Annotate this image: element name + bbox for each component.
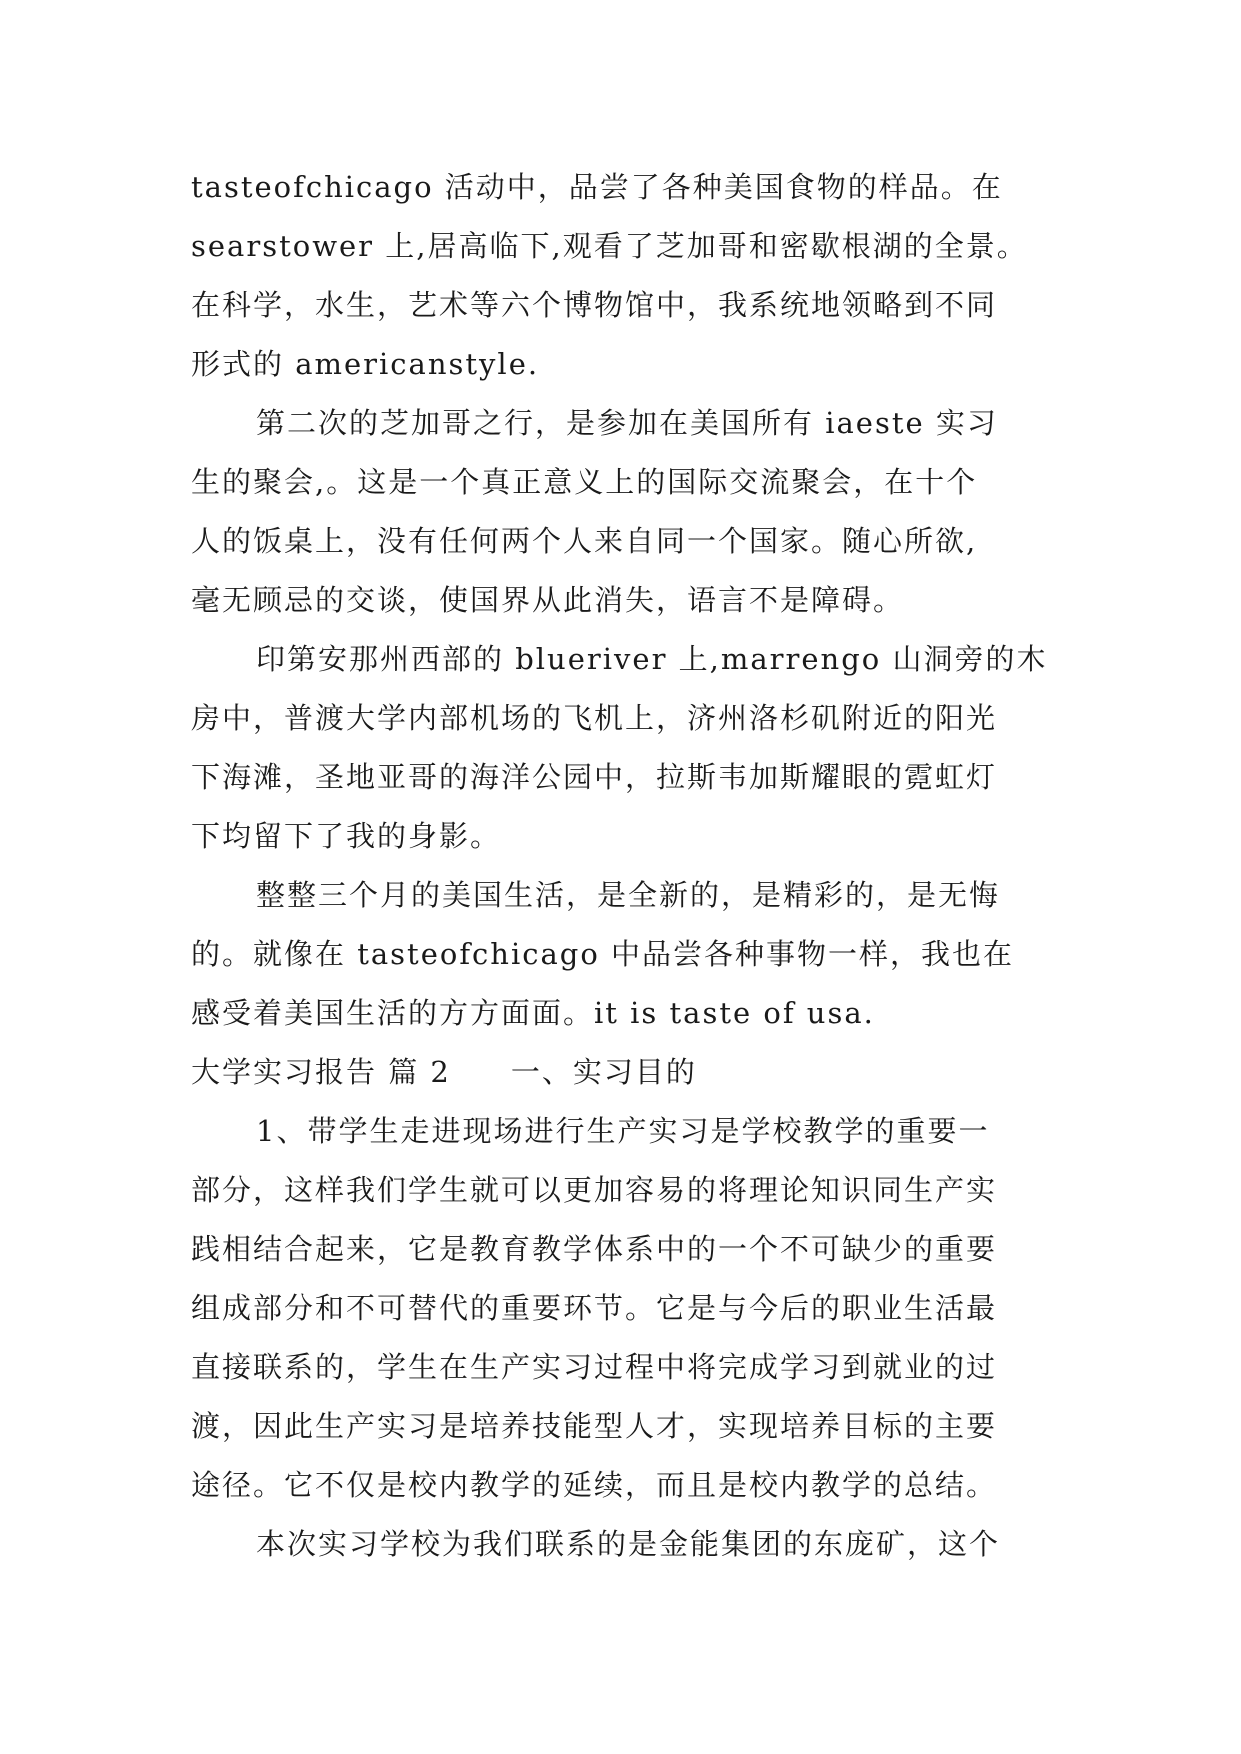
section-title: 一、实习目的 (510, 1055, 697, 1089)
text-line: 部分，这样我们学生就可以更加容易的将理论知识同生产实 (191, 1173, 998, 1207)
text-line: searstower 上,居高临下,观看了芝加哥和密歇根湖的全景。 (191, 229, 1028, 263)
paragraph-6 (191, 1515, 1081, 1574)
text-line: 下海滩，圣地亚哥的海洋公园中，拉斯韦加斯耀眼的霓虹灯 (191, 760, 998, 794)
text-line: 本次实习学校为我们联系的是金能集团的东庞矿，这个 (256, 1527, 1001, 1561)
text-line: 房中，普渡大学内部机场的飞机上，济州洛杉矶附近的阳光 (191, 701, 998, 735)
section-heading (191, 1043, 1081, 1102)
text-line: 整整三个月的美国生活，是全新的，是精彩的，是无悔 (256, 878, 1001, 912)
paragraph-3 (191, 630, 1081, 866)
text-line: 直接联系的，学生在生产实习过程中将完成学习到就业的过 (191, 1350, 998, 1384)
text-line: tasteofchicago 活动中，品尝了各种美国食物的样品。在 (191, 170, 1003, 204)
text-line: 途径。它不仅是校内教学的延续，而且是校内教学的总结。 (191, 1468, 998, 1502)
text-line: 组成部分和不可替代的重要环节。它是与今后的职业生活最 (191, 1291, 998, 1325)
text-line: 感受着美国生活的方方面面。it is taste of usa. (191, 996, 875, 1030)
paragraph-2 (191, 394, 1081, 630)
text-line: 的。就像在 tasteofchicago 中品尝各种事物一样，我也在 (191, 937, 1015, 971)
text-line: 下均留下了我的身影。 (191, 819, 502, 853)
text-line: 形式的 americanstyle. (191, 347, 540, 381)
text-line: 践相结合起来，它是教育教学体系中的一个不可缺少的重要 (191, 1232, 998, 1266)
paragraph-4 (191, 866, 1081, 1043)
text-line: 生的聚会,。这是一个真正意义上的国际交流聚会，在十个 (191, 465, 978, 499)
text-line: 在科学，水生，艺术等六个博物馆中，我系统地领略到不同 (191, 288, 998, 322)
text-line: 渡，因此生产实习是培养技能型人才，实现培养目标的主要 (191, 1409, 998, 1443)
text-line: 印第安那州西部的 blueriver 上,marrengo 山洞旁的木 (256, 642, 1048, 676)
paragraph-1 (191, 158, 1081, 394)
text-line: 毫无顾忌的交谈，使国界从此消失，语言不是障碍。 (191, 583, 905, 617)
report-title: 大学实习报告 篇 2 (191, 1055, 451, 1089)
document-body (191, 158, 1081, 1574)
paragraph-5 (191, 1102, 1081, 1515)
text-line: 第二次的芝加哥之行，是参加在美国所有 iaeste 实习 (256, 406, 998, 440)
text-line: 1、带学生走进现场进行生产实习是学校教学的重要一 (256, 1114, 990, 1148)
text-line: 人的饭桌上，没有任何两个人来自同一个国家。随心所欲, (191, 524, 978, 558)
